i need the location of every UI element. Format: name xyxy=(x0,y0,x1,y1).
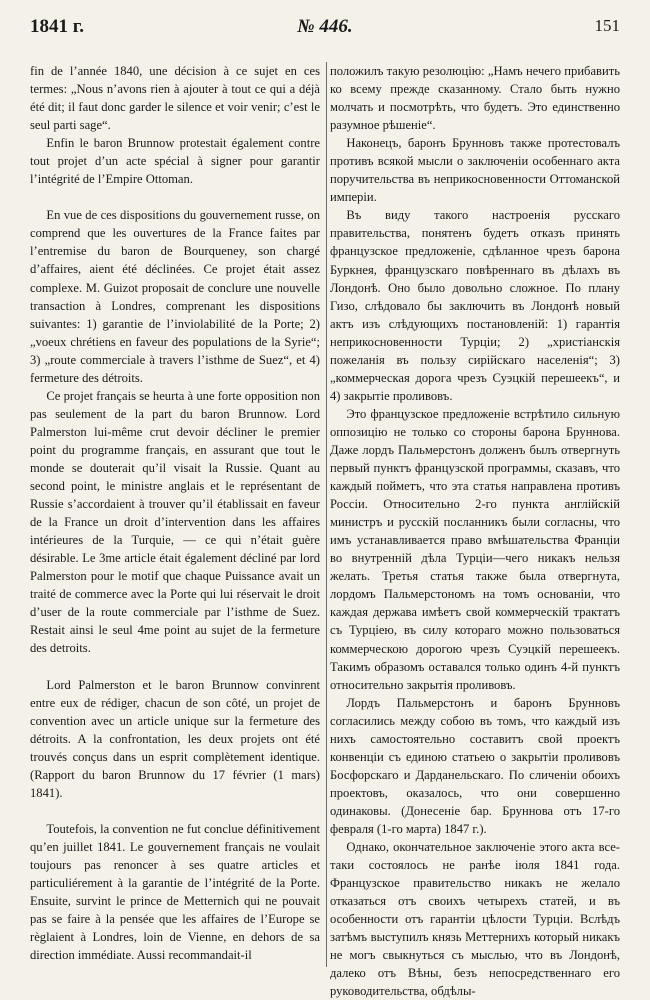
paragraph: Enfin le baron Brunnow protestait également contre tout projet d’un acte spécial à signer pour garantir l’intégrité de l’Empire Ottoman. xyxy=(30,136,320,187)
paragraph: Лордъ Пальмерстонъ и баронъ Брунновъ согласились между собою въ томъ, что каждый изъ нихъ самостоятельно составитъ свой проектъ конвенціи съ единою статьею о закрытіи проливовъ Босфорскаго и Дарданельскаго. По сличеніи обоихъ проектовъ, оказалось, что они совершенно одинаковы. (Донесеніе бар. Бруннова отъ 17-го февраля (1-го марта) 1847 г.). xyxy=(330,695,620,836)
paragraph: Однако, окончательное заключеніе этого акта все-таки состоялось не ранѣе іюля 1841 года. Французское правительство никакъ не желало отказаться отъ своихъ четырехъ статей, и въ особенности отъ гарантіи цѣлости Турціи. Вслѣдъ затѣмъ выступилъ князь Меттернихъ который никакъ не могъ свыкнуться съ мыслью, что въ Лондонѣ, далеко отъ Вѣны, безъ непосредственнаго его руководительства, обдѣлы- xyxy=(330,840,620,999)
year-heading: 1841 г. xyxy=(30,16,84,37)
paragraph: fin de l’année 1840, une décision à ce sujet en ces termes: „Nous n’avons rien à ajouter à tout ce qui a déjà été dit; il faut donc garder le silence et voir venir; c’est le seul parti sage“. xyxy=(30,64,320,133)
text-columns xyxy=(30,62,620,999)
document-number: № 446. xyxy=(297,16,353,37)
page-header xyxy=(30,16,620,44)
column-divider xyxy=(326,62,327,967)
paragraph: Lord Palmerston et le baron Brunnow convinrent entre eux de rédiger, chacun de son côté, un projet de convention avec un article unique sur la fermeture des détroits. A la confrontation, les deux projets ont été trouvés conçus dans un esprit complètement identique. (Rapport du baron Brunnow du 17 février (1 mars) 1841). xyxy=(30,677,320,800)
paragraph: Это французское предложеніе встрѣтило сильную оппозицію не только со стороны барона Бруннова. Даже лордъ Пальмерстонъ долженъ былъ отвергнуть первый пунктъ французской программы, сказавъ, что каждый пойметъ, что эта статья направлена противъ Россіи. Относительно 2-го пункта англійскій министръ и русскій посланникъ были согласны, что имъ устанавливается право вмѣшательства Франціи во внутренній дѣла Турціи—чего никакъ нельзя желать. Третья статья также была отвергнута, лордомъ Пальмерстономъ на томъ основаніи, что каждая держава имѣетъ свой коммерческій трактатъ съ Турціею, въ силу котораго можно пользоваться коммерческою дорогою чрезъ Суэцкій перешеекъ. Такимъ образомъ оставался только одинъ 4-й пунктъ относительно закрытія проливовъ. xyxy=(330,406,620,692)
paragraph: Toutefois, la convention ne fut conclue définitivement qu’en juillet 1841. Le gouvernement français ne voulait toujours pas renoncer à ses quatre articles et particuliérement à la garantie de l’intégrité de la Porte. Ensuite, survint le prince de Metternich qui ne pouvait pas se faire à la pensée que les affaires de l’Europe se règlaient à Londres, loin de Vienne, en dehors de sa direction immédiate. Aussi recommandait-il xyxy=(30,821,320,963)
russian-column xyxy=(330,62,620,1000)
paragraph: En vue de ces dispositions du gouvernement russe, on comprend que les ouvertures de la France faites par l’entremise du baron de Bourqueney, son chargé d’affaires, aient été déclinées. Ce projet était assez complexe. M. Guizot proposait de conclure une nouvelle transaction à Londres, comprenant les dispositions suivantes: 1) garantie de l’inviolabilité de la Porte; 2) „voeux chrétiens en faveur des populations de la Syrie“; 3) „route commerciale à travers l’isthme de Suez“, et 4) fermeture des détroits. xyxy=(30,208,320,385)
french-column xyxy=(30,62,320,964)
paragraph: Наконецъ, баронъ Брунновъ также протестовалъ противъ всякой мысли о заключеніи особеннаго акта поручительства въ неприкосновенности Оттоманской имперіи. xyxy=(330,136,620,205)
paragraph: Ce projet français se heurta à une forte opposition non pas seulement de la part du baron Brunnow. Lord Palmerston lui-même crut devoir décliner le premier point du programme français, en assurant que tout le monde se douterait qu’il visait la Russie. Quant au second point, le ministre anglais et le représentant de Russie s’accordaient à trouver qu’il établissait en faveur de la France un droit d’intervention dans les affaires intérieures de la Turquie, — ce qui n’était guère désirable. Le 3me article était également décliné par lord Palmerston pour le motif que chaque Puissance avait un traité de commerce avec la Porte qui lui réservait le droit d’user de la route commerciale par l’isthme de Suez. Restait ainsi le seul 4me point au sujet de la fermeture des detroits. xyxy=(30,388,320,656)
paragraph: положилъ такую резолюцію: „Намъ нечего прибавить ко всему прежде сказанному. Стало быть нужно молчать и посмотрѣть, что будетъ. Это единственно разумное рѣшеніе“. xyxy=(330,64,620,133)
page-number: 151 xyxy=(594,16,620,35)
paragraph: Въ виду такого настроенія русскаго правительства, понятенъ будетъ отказъ принять французское предложеніе, сдѣланное чрезъ барона Буркнея, французскаго повѣреннаго въ дѣлахъ въ Лондонѣ. Оно было довольно сложное. По плану Гизо, слѣдовало бы заключить въ Лондонѣ новый актъ изъ слѣдующихъ постановленій: 1) гарантія неприкосновенности Турціи; 2) „христіанскія пожеланія въ пользу сирійскаго населенія“; 3) „коммерческая дорога чрезъ Суэцкій перешеекъ“, и 4) закрытіе проливовъ. xyxy=(330,208,620,403)
